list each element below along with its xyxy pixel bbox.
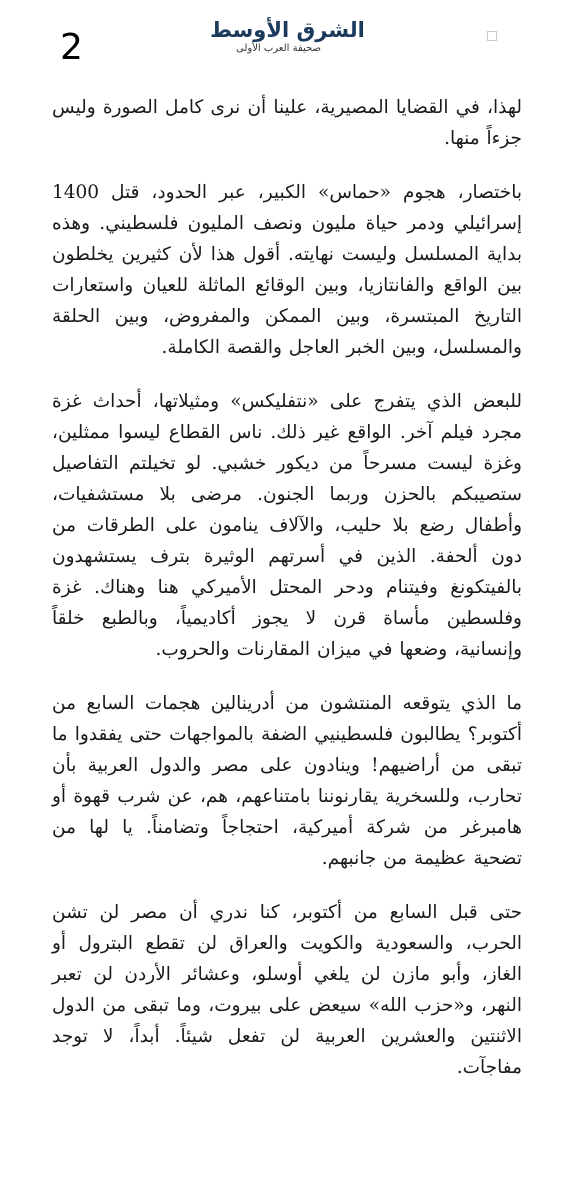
article-body (52, 92, 522, 1106)
newspaper-logo (200, 18, 375, 68)
article-paragraph: باختصار، هجوم «حماس» الكبير، عبر الحدود، قتل 1400 إسرائيلي ودمر حياة مليون ونصف المليون فلسطيني. وهذه بداية المسلسل وليست نهايته. أقول هذا لأن كثيرين يخلطون بين الواقع والفانتازيا، وبين الوقائع الماثلة للعيان واستعارات التاريخ المبتسرة، وبين الممكن والمفروض، وبين الحلقة والمسلسل، وبين الخبر العاجل والقصة الكاملة. (52, 182, 522, 358)
article-paragraph: حتى قبل السابع من أكتوبر، كنا ندري أن مصر لن تشن الحرب، والسعودية والكويت والعراق لن تقطع البترول أو الغاز، وأبو مازن لن يلغي أوسلو، وعشائر الأردن لن تعبر النهر، و«حزب الله» سيعض على بيروت، وما تبقى من الدول الاثنتين والعشرين العربية لن تفعل شيئاً. أبداً، لا توجد مفاجآت. (52, 902, 522, 1078)
article-paragraph: للبعض الذي يتفرج على «نتفليكس» ومثيلاتها، أحداث غزة مجرد فيلم آخر. الواقع غير ذلك. ناس القطاع ليسوا ممثلين، وغزة ليست مسرحاً من ديكور خشبي. لو تخيلتم التفاصيل ستصيبكم بالحزن وربما الجنون. مرضى بلا مستشفيات، وأطفال رضع بلا حليب، والآلاف ينامون على الطرقات من دون ألحفة. الذين في أسرتهم الوثيرة بترف يستشهدون بالفيتكونغ وفيتنام ودحر المحتل الأميركي هنا وهناك. غزة وفلسطين مأساة قرن لا يجوز أكاديمياً، وبالطبع خلقاً وإنسانية، وضعها في ميزان المقارنات والحروب. (52, 391, 522, 660)
article-paragraph: ما الذي يتوقعه المنتشون من أدرينالين هجمات السابع من أكتوبر؟ يطالبون فلسطينيي الضفة بالمواجهات حتى يفقدوا ما تبقى من أراضيهم! وينادون على مصر والدول العربية بأن تحارب، وللسخرية يقارنوننا بامتناعهم، هم، عن شرب قهوة أو هامبرغر من شركة أميركية، احتجاجاً وتضامناً. يا لها من تضحية عظيمة من جانبهم. (52, 693, 522, 869)
page-number: 2 (60, 27, 83, 68)
article-paragraph: لهذا، في القضايا المصيرية، علينا أن نرى كامل الصورة وليس جزءاً منها. (52, 97, 522, 149)
logo-tagline: صحيفة العرب الأولى (235, 43, 321, 54)
corner-marker-icon (487, 31, 497, 41)
logo-text: الشرق الأوسط (210, 18, 365, 42)
logo-wordmark (200, 18, 375, 42)
newspaper-header (0, 0, 574, 78)
